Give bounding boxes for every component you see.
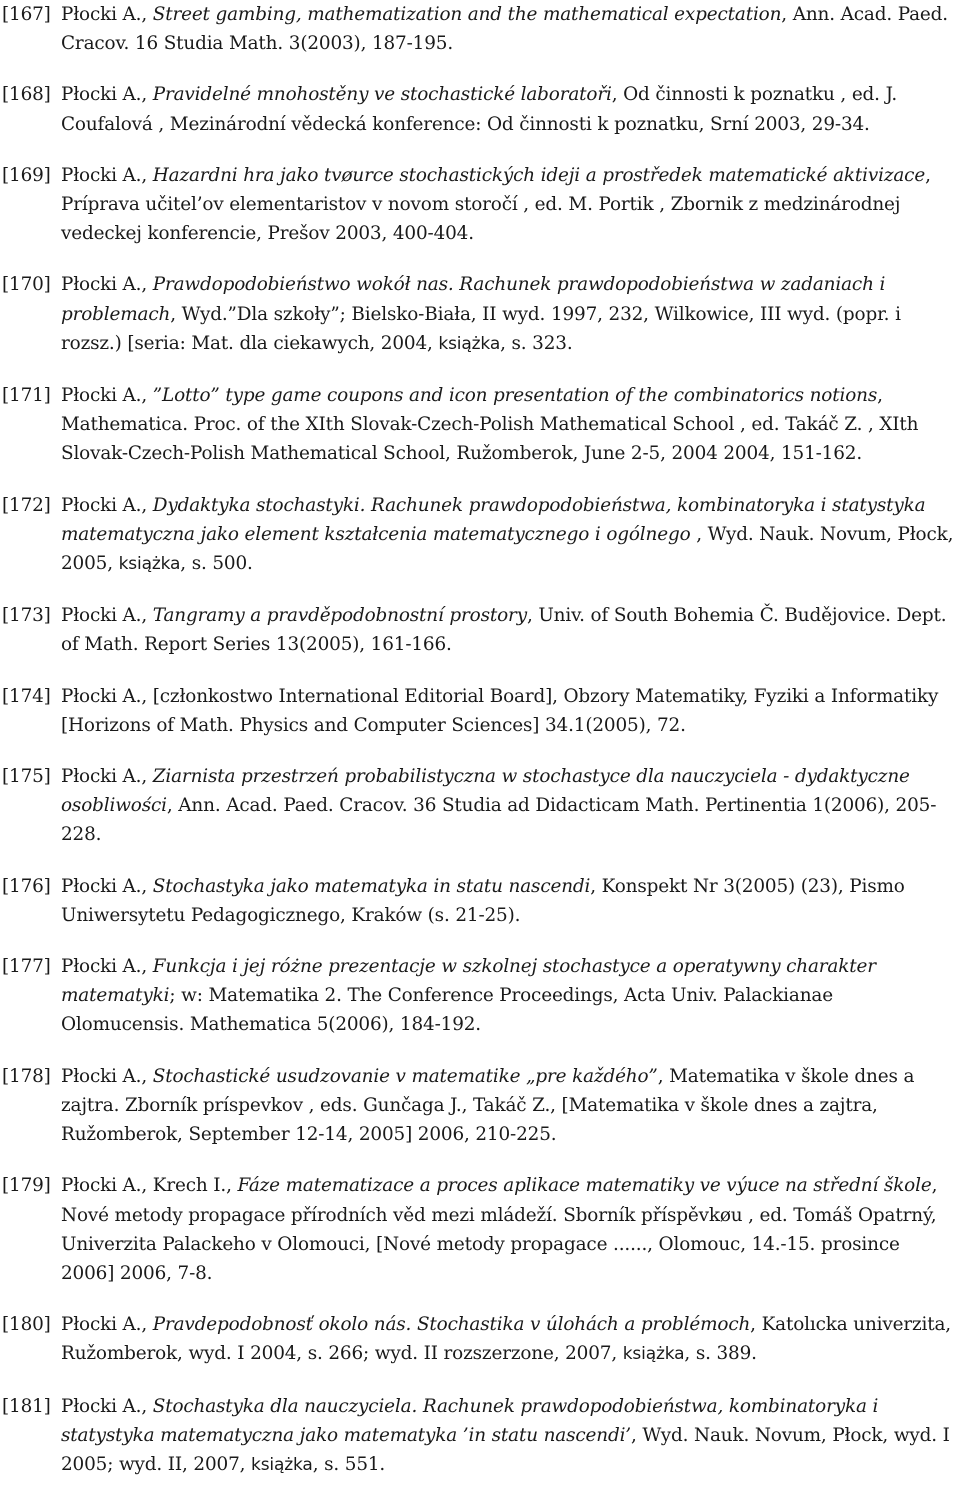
bib-entry	[0, 161, 960, 249]
bib-text-segment: Płocki A., Krech I.,	[61, 1175, 238, 1197]
bib-entry-number: [168]	[2, 84, 51, 106]
bib-entry-text	[61, 686, 938, 736]
bib-text-segment: , s. 389.	[684, 1343, 757, 1365]
bib-entry	[0, 0, 960, 58]
bib-entry	[0, 762, 960, 850]
bib-title-italic: Tangramy a pravděpodobnostní prostory	[152, 605, 527, 627]
bib-entry	[0, 381, 960, 469]
bib-type-label: książka	[118, 554, 181, 575]
bib-entry-number: [171]	[2, 385, 51, 407]
bib-entry	[0, 952, 960, 1040]
bib-entry	[0, 80, 960, 138]
bib-title-italic: Fáze matematizace a proces aplikace matematiky ve výuce na střední škole	[237, 1175, 932, 1197]
bib-title-italic: Stochastyka dla nauczyciela. Rachunek prawdopodobieństwa, kombinatoryka i statystyka matematyczna jako matematyka ’in statu nascendi’	[61, 1395, 879, 1446]
bib-entry-text	[61, 165, 931, 244]
bib-entry-number: [169]	[2, 164, 51, 186]
bib-entry	[0, 872, 960, 930]
bib-title-italic: Prawdopodobieństwo wokół nas. Rachunek prawdopodobieństwa w zadaniach i problemach	[61, 274, 886, 325]
bib-title-italic: Stochastyka jako matematyka in statu nascendi	[152, 875, 591, 897]
bib-entry	[0, 270, 960, 359]
bib-text-segment: Płocki A., [członkostwo International Editorial Board], Obzory Matematiky, Fyziki a Informatiky [Horizons of Math. Physics and Computer Sciences] 34.1(2005), 72.	[61, 685, 939, 736]
bib-entry-text	[61, 1066, 914, 1145]
bib-text-segment: , Ann. Acad. Paed. Cracov. 36 Studia ad Didacticam Math. Pertinentia 1(2006), 205-228.	[61, 795, 937, 846]
bib-title-italic: Funkcja i jej różne prezentacje w szkolnej stochastyce a operatywny charakter matematyki	[61, 956, 876, 1007]
bib-text-segment: , Nové metody propagace přírodních věd mezi mládeží. Sborník příspěvkøu , ed. Tomáš Opatrný, Univerzita Palackeho v Olomouci, [Nové metody propagace ......, Olomouc, 14.-15. prosince 2006] 2006, 7-8.	[61, 1175, 938, 1284]
bib-text-segment: Płocki A.,	[61, 84, 153, 106]
bib-entry-number: [175]	[2, 766, 51, 788]
bib-text-segment: , Matematika v škole dnes a zajtra. Zborník príspevkov , eds. Gunčaga J., Takáč Z., [Matematika v škole dnes a zajtra, Ružomberok, September 12-14, 2005] 2006, 210-225.	[61, 1065, 915, 1146]
bib-entry-number: [180]	[2, 1314, 51, 1336]
bib-text-segment: , Wyd. Nauk. Novum, Płock, 2005,	[61, 523, 954, 575]
bib-text-segment: Płocki A.,	[61, 875, 153, 897]
bib-entry	[0, 1062, 960, 1150]
bib-entry-number: [178]	[2, 1065, 51, 1087]
bib-entry	[0, 491, 960, 580]
bib-entry-text	[61, 766, 936, 845]
bib-text-segment: Płocki A.,	[61, 766, 153, 788]
bib-entry-number: [172]	[2, 494, 51, 516]
bib-type-label: książka	[622, 1344, 685, 1365]
bib-entry	[0, 1392, 960, 1481]
bib-entry-text	[61, 605, 946, 655]
bib-text-segment: Płocki A.,	[61, 605, 153, 627]
bib-title-italic: Stochastické usudzovanie v matematike „pre každého”	[152, 1065, 658, 1087]
bib-title-italic: Street gambing, mathematization and the mathematical expectation	[152, 4, 782, 25]
bib-title-italic: Dydaktyka stochastyki. Rachunek prawdopodobieństwa, kombinatoryka i statystyka matematyczna jako element kształcenia matematycznego i ogólnego	[61, 494, 926, 545]
bib-type-label: książka	[438, 333, 501, 354]
bib-entry-text	[61, 1314, 951, 1364]
bib-text-segment: ; w: Matematika 2. The Conference Proceedings, Acta Univ. Palackianae Olomucensis. Mathematica 5(2006), 184-192.	[61, 985, 833, 1036]
bib-entry-text	[61, 1175, 937, 1284]
bib-text-segment: , Wyd. Nauk. Novum, Płock, wyd. I 2005; wyd. II, 2007,	[61, 1424, 950, 1475]
bib-entry-text	[61, 274, 901, 353]
bib-entry-number: [170]	[2, 274, 51, 296]
bib-text-segment: Płocki A.,	[61, 164, 153, 186]
bib-text-segment: Płocki A.,	[61, 385, 153, 407]
bib-entry-number: [181]	[2, 1395, 51, 1417]
bib-title-italic: Hazardni hra jako tvøurce stochastických ideji a prostředek matematické aktivizace	[152, 164, 926, 186]
bib-entry-text	[61, 1396, 950, 1475]
bib-entry	[0, 1171, 960, 1288]
bib-text-segment: , Univ. of South Bohemia Č. Budějovice. Dept. of Math. Report Series 13(2005), 161-166.	[61, 605, 947, 656]
bib-title-italic: ”Lotto” type game coupons and icon presentation of the combinatorics notions	[152, 385, 878, 407]
bib-entry-text	[61, 84, 897, 134]
bib-entry-number: [174]	[2, 685, 51, 707]
bib-text-segment: , Ann. Acad. Paed. Cracov. 16 Studia Math. 3(2003), 187-195.	[61, 4, 948, 55]
bib-entry-number: [173]	[2, 605, 51, 627]
bib-entry-text	[61, 956, 876, 1035]
bib-title-italic: Pravidelné mnohostěny ve stochastické laboratoři	[152, 84, 612, 106]
bib-text-segment: , s. 500.	[180, 553, 253, 575]
bib-text-segment: , Príprava učitel’ov elementaristov v novom storočí , ed. M. Portik , Zbornik z medzinárodnej vedeckej konferencie, Prešov 2003, 400-404.	[61, 164, 931, 245]
bib-text-segment: Płocki A.,	[61, 956, 153, 978]
bib-title-italic: Ziarnista przestrzeń probabilistyczna w stochastyce dla nauczyciela - dydaktyczne osobliwości	[61, 766, 910, 817]
bib-entry-number: [167]	[2, 4, 51, 25]
bib-entry	[0, 682, 960, 740]
bib-entry-number: [177]	[2, 956, 51, 978]
bib-text-segment: , Wyd.”Dla szkoły”; Bielsko-Biała, II wyd. 1997, 232, Wilkowice, III wyd. (popr. i rozsz.) [seria: Mat. dla ciekawych, 2004,	[61, 303, 901, 354]
bib-text-segment: Płocki A.,	[61, 1065, 153, 1087]
bib-text-segment: , s. 551.	[312, 1453, 386, 1475]
bib-entry-text	[61, 4, 948, 54]
bib-type-label: książka	[251, 1454, 313, 1475]
bib-text-segment: Płocki A.,	[61, 1314, 153, 1336]
bib-entry	[0, 601, 960, 659]
bib-entry	[0, 1310, 960, 1369]
bib-text-segment: , Od činnosti k poznatku , ed. J. Coufalová , Mezinárodní vědecká konference: Od činnosti k poznatku, Srní 2003, 29-34.	[61, 84, 898, 135]
bib-entry-text	[61, 385, 918, 464]
bib-entry-text	[61, 876, 905, 926]
bib-entry-number: [179]	[2, 1175, 51, 1197]
bib-text-segment: , Mathematica. Proc. of the XIth Slovak-Czech-Polish Mathematical School , ed. Takáč Z. , XIth Slovak-Czech-Polish Mathematical School, Ružomberok, June 2-5, 2004 2004, 151-162.	[61, 385, 919, 465]
bib-entry-text	[61, 495, 953, 574]
bib-text-segment: Płocki A.,	[61, 494, 153, 516]
bib-title-italic: Pravdepodobnosť okolo nás. Stochastika v úlohách a problémoch	[152, 1314, 751, 1336]
bib-text-segment: Płocki A.,	[61, 4, 153, 25]
bib-text-segment: Płocki A.,	[61, 274, 153, 296]
bib-entry-number: [176]	[2, 875, 51, 897]
bib-text-segment: , Katolıcka univerzita, Ružomberok, wyd. I 2004, s. 266; wyd. II rozszerzone, 2007,	[61, 1314, 952, 1365]
bib-text-segment: Płocki A.,	[61, 1395, 153, 1417]
bib-text-segment: , s. 323.	[500, 332, 573, 354]
bib-text-segment: , Konspekt Nr 3(2005) (23), Pismo Uniwersytetu Pedagogicznego, Kraków (s. 21-25).	[61, 875, 905, 926]
